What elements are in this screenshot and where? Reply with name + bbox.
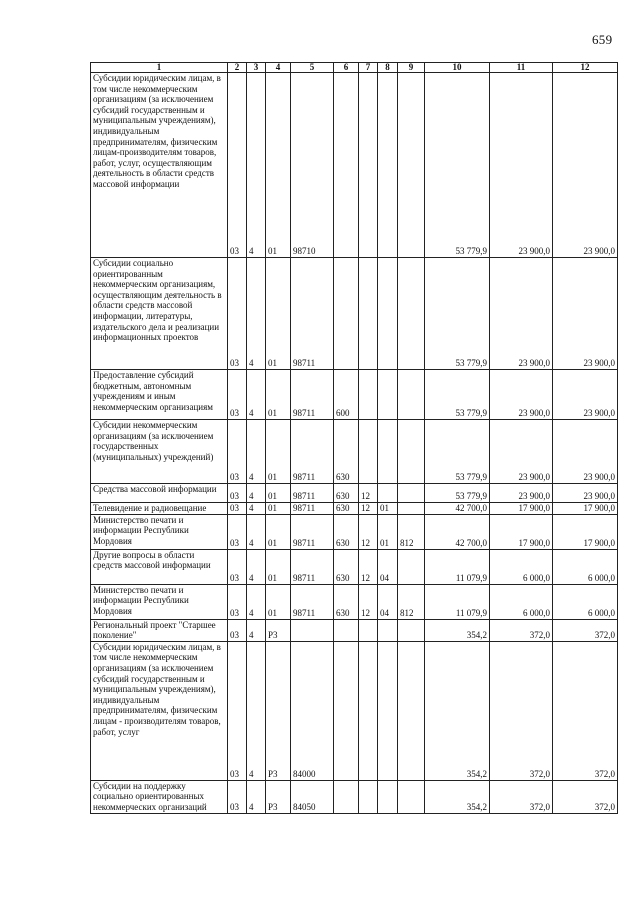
amount-col11: 372,0 xyxy=(490,619,553,641)
code-col9 xyxy=(398,780,425,813)
row-description: Другие вопросы в области средств массовой информации xyxy=(91,549,228,584)
code-col7 xyxy=(359,73,378,258)
code-col9: 812 xyxy=(398,514,425,549)
row-description: Субсидии юридическим лицам, в том числе некоммерческим организациям (за исключением субсидий государственным и муниципальным учреждениям), индивидуальным предпринимателям, физическим лицам-производителям товаров, работ, услуг, осуществляющим деятельность в области средств массовой информации xyxy=(91,73,228,258)
code-col4: 01 xyxy=(266,420,291,484)
code-col7 xyxy=(359,420,378,484)
amount-col12: 6 000,0 xyxy=(553,549,618,584)
code-col8 xyxy=(378,641,398,780)
code-col4: 01 xyxy=(266,73,291,258)
amount-col12: 372,0 xyxy=(553,780,618,813)
amount-col10: 53 779,9 xyxy=(425,420,490,484)
amount-col10: 354,2 xyxy=(425,780,490,813)
amount-col11: 23 900,0 xyxy=(490,484,553,503)
column-header: 10 xyxy=(425,63,490,73)
code-col7 xyxy=(359,780,378,813)
code-col5: 84050 xyxy=(291,780,334,813)
code-col4: 01 xyxy=(266,484,291,503)
code-col4: 01 xyxy=(266,258,291,370)
code-col8 xyxy=(378,420,398,484)
amount-col10: 11 079,9 xyxy=(425,584,490,619)
row-description: Министерство печати и информации Республики Мордовия xyxy=(91,514,228,549)
code-col9 xyxy=(398,503,425,515)
code-col4: P3 xyxy=(266,780,291,813)
table-row xyxy=(91,549,618,584)
code-col8: 01 xyxy=(378,503,398,515)
code-col7 xyxy=(359,370,378,420)
code-col7 xyxy=(359,619,378,641)
amount-col12: 23 900,0 xyxy=(553,370,618,420)
amount-col11: 6 000,0 xyxy=(490,549,553,584)
row-description: Региональный проект "Старшее поколение" xyxy=(91,619,228,641)
row-description: Средства массовой информации xyxy=(91,484,228,503)
amount-col12: 17 900,0 xyxy=(553,514,618,549)
table-header-row xyxy=(91,63,618,73)
amount-col11: 372,0 xyxy=(490,641,553,780)
amount-col10: 42 700,0 xyxy=(425,503,490,515)
amount-col11: 6 000,0 xyxy=(490,584,553,619)
row-description: Телевидение и радиовещание xyxy=(91,503,228,515)
code-col3: 4 xyxy=(247,641,266,780)
amount-col12: 372,0 xyxy=(553,619,618,641)
code-col8 xyxy=(378,370,398,420)
amount-col11: 372,0 xyxy=(490,780,553,813)
amount-col11: 17 900,0 xyxy=(490,514,553,549)
code-col3: 4 xyxy=(247,503,266,515)
code-col9 xyxy=(398,641,425,780)
page-number: 659 xyxy=(592,32,613,47)
code-col3: 4 xyxy=(247,780,266,813)
column-header: 4 xyxy=(266,63,291,73)
amount-col10: 53 779,9 xyxy=(425,258,490,370)
code-col7: 12 xyxy=(359,549,378,584)
row-description: Субсидии юридическим лицам, в том числе некоммерческим организациям (за исключением субсидий государственным и муниципальным учреждениям), индивидуальным предпринимателям, физическим лицам - производителям товаров, работ, услуг xyxy=(91,641,228,780)
column-header: 1 xyxy=(91,63,228,73)
code-col6: 600 xyxy=(334,370,359,420)
code-col2: 03 xyxy=(228,619,247,641)
code-col5: 98711 xyxy=(291,420,334,484)
column-header: 7 xyxy=(359,63,378,73)
amount-col11: 23 900,0 xyxy=(490,258,553,370)
code-col5: 98711 xyxy=(291,514,334,549)
row-description: Субсидии некоммерческим организациям (за исключением государственных (муниципальных) учреждений) xyxy=(91,420,228,484)
row-description: Субсидии социально ориентированным некоммерческим организациям, осуществляющим деятельность в области средств массовой информации, литературы, издательского дела и реализации информационных проектов xyxy=(91,258,228,370)
code-col5: 98711 xyxy=(291,584,334,619)
code-col6: 630 xyxy=(334,420,359,484)
code-col2: 03 xyxy=(228,780,247,813)
code-col3: 4 xyxy=(247,258,266,370)
code-col3: 4 xyxy=(247,73,266,258)
code-col4: 01 xyxy=(266,503,291,515)
code-col5: 98711 xyxy=(291,549,334,584)
column-header: 6 xyxy=(334,63,359,73)
code-col6: 630 xyxy=(334,514,359,549)
code-col8 xyxy=(378,258,398,370)
column-header: 8 xyxy=(378,63,398,73)
code-col6: 630 xyxy=(334,584,359,619)
amount-col11: 23 900,0 xyxy=(490,370,553,420)
table-row xyxy=(91,641,618,780)
code-col3: 4 xyxy=(247,619,266,641)
row-description: Министерство печати и информации Республики Мордовия xyxy=(91,584,228,619)
code-col2: 03 xyxy=(228,514,247,549)
column-header: 2 xyxy=(228,63,247,73)
code-col9 xyxy=(398,370,425,420)
code-col6 xyxy=(334,619,359,641)
code-col8 xyxy=(378,73,398,258)
amount-col10: 42 700,0 xyxy=(425,514,490,549)
code-col7 xyxy=(359,641,378,780)
code-col9 xyxy=(398,549,425,584)
budget-table xyxy=(90,62,618,814)
code-col4: P3 xyxy=(266,619,291,641)
code-col2: 03 xyxy=(228,73,247,258)
amount-col12: 17 900,0 xyxy=(553,503,618,515)
table-row xyxy=(91,420,618,484)
code-col6: 630 xyxy=(334,503,359,515)
code-col4: 01 xyxy=(266,549,291,584)
amount-col12: 23 900,0 xyxy=(553,258,618,370)
amount-col12: 372,0 xyxy=(553,641,618,780)
code-col4: 01 xyxy=(266,370,291,420)
row-description: Предоставление субсидий бюджетным, автономным учреждениям и иным некоммерческим организациям xyxy=(91,370,228,420)
column-header: 3 xyxy=(247,63,266,73)
code-col2: 03 xyxy=(228,484,247,503)
table-row xyxy=(91,258,618,370)
code-col2: 03 xyxy=(228,549,247,584)
amount-col11: 17 900,0 xyxy=(490,503,553,515)
code-col5: 98711 xyxy=(291,503,334,515)
code-col9 xyxy=(398,258,425,370)
column-header: 9 xyxy=(398,63,425,73)
code-col2: 03 xyxy=(228,641,247,780)
code-col7 xyxy=(359,258,378,370)
code-col6: 630 xyxy=(334,549,359,584)
code-col7: 12 xyxy=(359,484,378,503)
code-col6 xyxy=(334,780,359,813)
code-col7: 12 xyxy=(359,514,378,549)
column-header: 12 xyxy=(553,63,618,73)
code-col3: 4 xyxy=(247,484,266,503)
code-col7: 12 xyxy=(359,584,378,619)
code-col8: 04 xyxy=(378,584,398,619)
amount-col12: 23 900,0 xyxy=(553,420,618,484)
table-row xyxy=(91,584,618,619)
table-row xyxy=(91,514,618,549)
amount-col12: 6 000,0 xyxy=(553,584,618,619)
code-col5: 98710 xyxy=(291,73,334,258)
amount-col11: 23 900,0 xyxy=(490,73,553,258)
code-col5: 98711 xyxy=(291,484,334,503)
code-col5: 98711 xyxy=(291,258,334,370)
code-col8: 01 xyxy=(378,514,398,549)
code-col3: 4 xyxy=(247,514,266,549)
amount-col10: 53 779,9 xyxy=(425,370,490,420)
code-col9 xyxy=(398,420,425,484)
table-row xyxy=(91,503,618,515)
amount-col12: 23 900,0 xyxy=(553,73,618,258)
table-row xyxy=(91,73,618,258)
code-col5: 84000 xyxy=(291,641,334,780)
amount-col10: 354,2 xyxy=(425,641,490,780)
code-col5: 98711 xyxy=(291,370,334,420)
code-col8 xyxy=(378,619,398,641)
code-col9 xyxy=(398,73,425,258)
amount-col10: 354,2 xyxy=(425,619,490,641)
table-row xyxy=(91,484,618,503)
amount-col12: 23 900,0 xyxy=(553,484,618,503)
table-row xyxy=(91,370,618,420)
code-col2: 03 xyxy=(228,503,247,515)
code-col4: P3 xyxy=(266,641,291,780)
code-col6 xyxy=(334,73,359,258)
amount-col10: 53 779,9 xyxy=(425,73,490,258)
code-col8 xyxy=(378,780,398,813)
code-col3: 4 xyxy=(247,549,266,584)
code-col3: 4 xyxy=(247,420,266,484)
code-col4: 01 xyxy=(266,584,291,619)
column-header: 11 xyxy=(490,63,553,73)
code-col6: 630 xyxy=(334,484,359,503)
table-row xyxy=(91,780,618,813)
code-col8: 04 xyxy=(378,549,398,584)
column-header: 5 xyxy=(291,63,334,73)
code-col3: 4 xyxy=(247,370,266,420)
code-col6 xyxy=(334,641,359,780)
code-col8 xyxy=(378,484,398,503)
code-col2: 03 xyxy=(228,370,247,420)
code-col2: 03 xyxy=(228,584,247,619)
code-col2: 03 xyxy=(228,258,247,370)
code-col3: 4 xyxy=(247,584,266,619)
code-col6 xyxy=(334,258,359,370)
code-col7: 12 xyxy=(359,503,378,515)
code-col4: 01 xyxy=(266,514,291,549)
code-col9 xyxy=(398,619,425,641)
code-col5 xyxy=(291,619,334,641)
table-row xyxy=(91,619,618,641)
amount-col10: 11 079,9 xyxy=(425,549,490,584)
code-col9: 812 xyxy=(398,584,425,619)
row-description: Субсидии на поддержку социально ориентированных некоммерческих организаций xyxy=(91,780,228,813)
amount-col10: 53 779,9 xyxy=(425,484,490,503)
amount-col11: 23 900,0 xyxy=(490,420,553,484)
code-col2: 03 xyxy=(228,420,247,484)
code-col9 xyxy=(398,484,425,503)
